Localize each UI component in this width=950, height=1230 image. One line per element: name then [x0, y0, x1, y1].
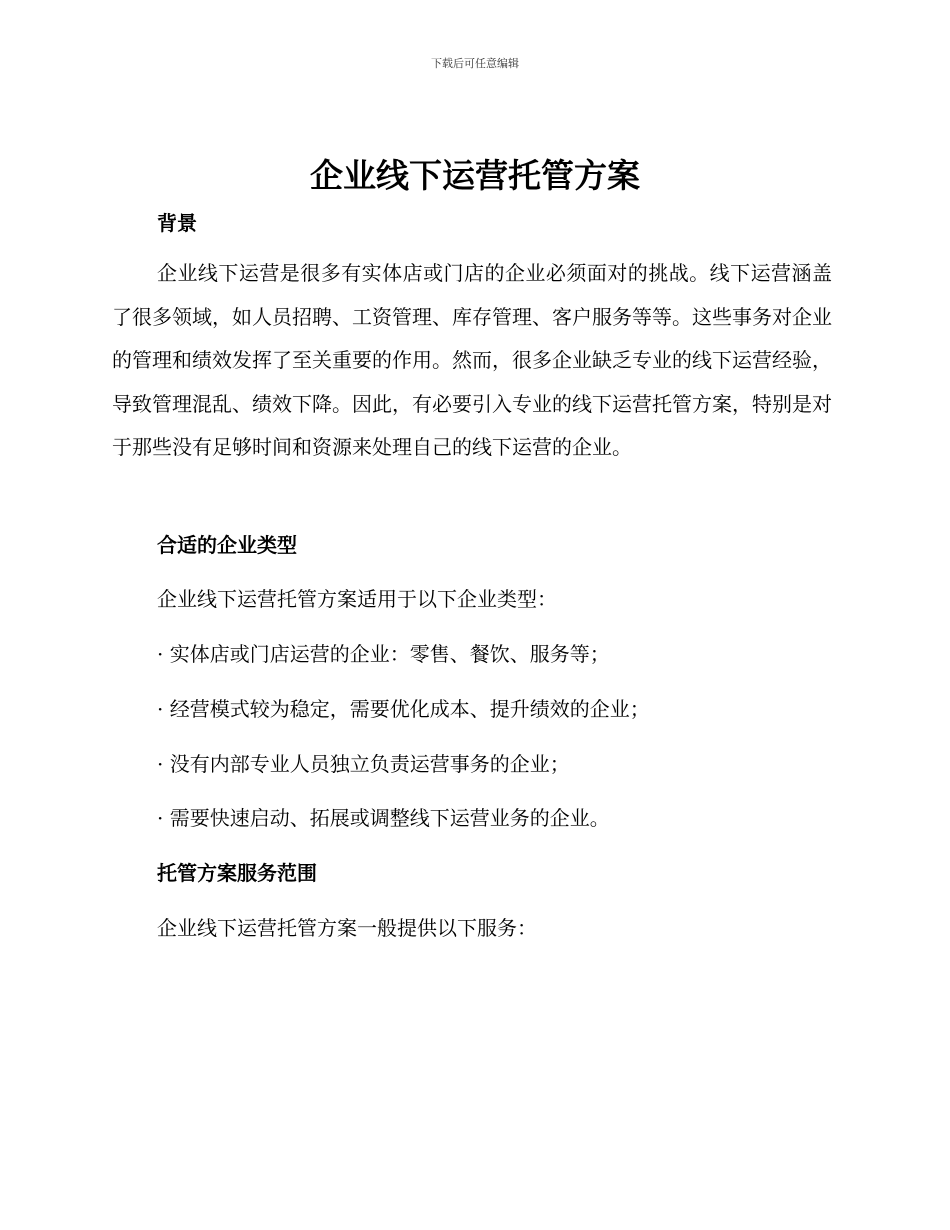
list-item: · 需要快速启动、拓展或调整线下运营业务的企业。 [157, 806, 610, 830]
list-item: · 实体店或门店运营的企业：零售、餐饮、服务等； [157, 642, 610, 666]
list-item: · 没有内部专业人员独立负责运营事务的企业； [157, 752, 570, 776]
suitable-intro: 企业线下运营托管方案适用于以下企业类型： [157, 587, 557, 611]
document-title: 企业线下运营托管方案 [310, 156, 640, 195]
section-heading-suitable: 合适的企业类型 [157, 533, 297, 557]
background-paragraph: 企业线下运营是很多有实体店或门店的企业必须面对的挑战。线下运营涵盖了很多领域，如人员招聘、工资管理、库存管理、客户服务等等。这些事务对企业的管理和绩效发挥了至关重要的作用。然而，很多企业缺乏专业的线下运营经验，导致管理混乱、绩效下降。因此，有必要引入专业的线下运营托管方案，特别是对于那些没有足够时间和资源来处理自己的线下运营的企业。 [112, 261, 832, 459]
section-heading-background: 背景 [157, 211, 197, 235]
scope-intro: 企业线下运营托管方案一般提供以下服务： [157, 916, 537, 940]
page-header: 下载后可任意编辑 [431, 57, 519, 70]
section-heading-scope: 托管方案服务范围 [157, 861, 317, 885]
list-item: · 经营模式较为稳定，需要优化成本、提升绩效的企业； [157, 697, 650, 721]
